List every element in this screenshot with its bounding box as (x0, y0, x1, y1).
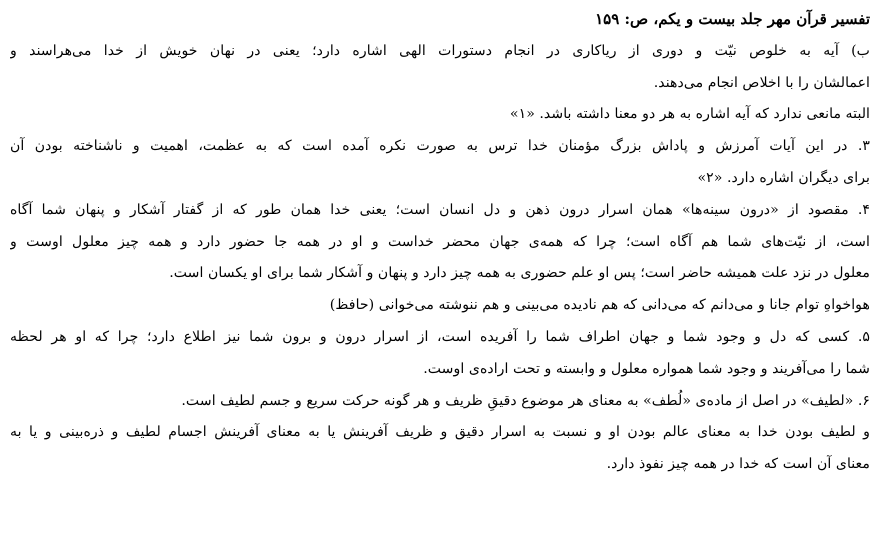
text-line: اعمالشان را با اخلاص انجام می‌دهند. (653, 74, 870, 91)
text-line: ۴. مقصود از «درون سینه‌ها» همان اسرار درون ذهن و دل انسان است؛ یعنی خدا همان طور که از گفتار آشکار و پنهان شما آگاه (10, 201, 870, 218)
text-line: است، از نیّت‌های شما هم آگاه است؛ چرا که همه‌ی جهان محضر خداست و او در همه جا حضور دارد و همه چیز معلول اوست و (10, 233, 870, 250)
text-line: معلول در نزد علت همیشه حاضر است؛ پس او علم حضوری به همه چیز دارد و پنهان و آشکار شما برای او یکسان است. (169, 265, 870, 282)
text-line: ۵. کسی که دل و وجود شما و جهان اطراف شما را آفریده است، از اسرار درون و برون شما نیز اطلاع دارد؛ چرا که او هر لحظه (10, 328, 870, 345)
text-line: ب) آیه به خلوص نیّت و دوری از ریاکاری در انجام دستورات الهی اشاره دارد؛ یعنی در نهان خویش از خدا می‌هراسند و (10, 42, 870, 59)
text-line: ۶. «لطیف» در اصل از ماده‌ی «لُطف» به معنای هر موضوع دقیقِ ظریف و هر گونه حرکت سریع و جسم لطیف است. (181, 392, 870, 409)
text-line: شما را می‌آفریند و وجود شما همواره معلول و وابسته و تحت اراده‌ی اوست. (423, 360, 870, 377)
text-line: معنای آن است که خدا در همه چیز نفوذ دارد. (606, 456, 870, 473)
text-line: برای دیگران اشاره دارد. «۲» (697, 169, 870, 186)
text-line: ۳. در این آیات آمرزش و پاداش بزرگ مؤمنان خدا ترس به صورت نکره آمده است که به عظمت، اهمیت و ناشناخته بودن آن (10, 138, 870, 155)
text-line: البته مانعی ندارد که آیه اشاره به هر دو معنا داشته باشد. «۱» (509, 106, 870, 123)
text-line: و لطیف بودن خدا به معنای عالم بودن او و نسبت به اسرار دقیق و ظریف آفرینش یا به معنای آفرینش اجسام لطیف و ذره‌بینی و یا به (10, 424, 870, 441)
page-header: تفسیر قرآن مهر جلد بیست و یکم، ص: ۱۵۹ (595, 10, 870, 28)
verse-line: هواخواهِ توام جانا و می‌دانم که می‌دانی که هم نادیده می‌بینی و هم ننوشته می‌خوانی (حافظ) (329, 297, 870, 314)
